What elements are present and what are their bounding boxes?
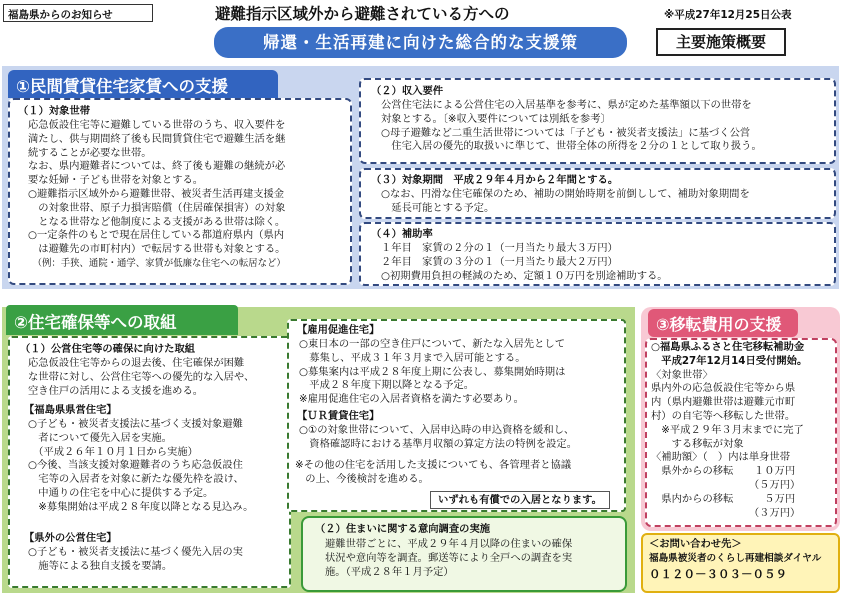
text-line: ○今後、当該支援対象避難者のうち応急仮設住	[28, 459, 243, 472]
text-line: 〈補助額〉（ ）内は単身世帯	[651, 451, 791, 464]
text-line: ※募集開始は平成２８年度以降となる見込み。	[28, 500, 254, 513]
text-line: する移転が対象	[651, 437, 744, 450]
text-line: 県内外の応急仮設住宅等から県	[651, 382, 796, 395]
income-requirement-box	[359, 78, 836, 164]
notice-label: 福島県からのお知らせ	[3, 4, 153, 22]
text-line: ○子ども・被災者支援法に基づく優先入居の実	[28, 546, 243, 558]
public-housing-title: （１）公営住宅等の確保に向けた取組	[20, 343, 196, 355]
other-housing-note	[295, 459, 571, 487]
text-line: ２年目 家賃の３分の１（一月当たり最大２万円）	[381, 255, 618, 268]
rental-housing-box	[287, 319, 626, 512]
text-line: 募集し、平成３１年３月まで入居可能とする。	[299, 351, 526, 364]
text-line: な世帯に対し、公営住宅等への優先的な入居や、	[28, 370, 255, 383]
ur-housing-title: 【ＵＲ賃貸住宅】	[297, 410, 380, 422]
text-line: 要な妊婦・子ども世帯を対象とする。	[28, 174, 204, 187]
subsidy-rate-text	[381, 242, 668, 283]
text-line: （平成２６年１０月１日から実施）	[28, 445, 198, 458]
contact-name: 福島県被災者のくらし再建相談ダイヤル	[649, 552, 822, 564]
text-line: ○避難指示区域外から避難世帯、被災者生活再建支援金	[28, 187, 285, 200]
text-line: ○福島県ふるさと住宅移転補助金	[651, 341, 805, 353]
publish-date: ※平成27年12月25日公表	[664, 9, 792, 21]
ur-housing-text	[299, 424, 577, 452]
text-line: の対象世帯、原子力損害賠償（住居確保損害）の対象	[28, 201, 286, 214]
text-line: （３万円）	[651, 506, 801, 519]
target-households-box	[8, 98, 352, 285]
text-line: 平成27年12月14日受付開始。	[651, 354, 808, 367]
target-period-title: （３）対象期間 平成２９年４月から２年間とする。	[371, 174, 619, 186]
text-line: ○母子避難など二重生活世帯については「子ども・被災者支援法」に基づく公営	[381, 126, 751, 139]
contact-phone[interactable]: ０１２０－３０３－０５９	[649, 566, 787, 581]
target-households-text	[28, 119, 286, 271]
target-households-title: （１）対象世帯	[18, 105, 91, 117]
text-line: １年目 家賃の２分の１（一月当たり最大３万円）	[381, 242, 618, 254]
employment-housing-text	[299, 338, 565, 407]
text-line: 平成２８年度下期以降となる予定。	[299, 379, 475, 392]
text-line: 施等による独自支援を要請。	[28, 559, 173, 572]
intention-survey-box	[301, 516, 627, 592]
text-line: 住宅入居の優先的取扱いに準じて、世帯全体の所得を２分の１として取り扱う。	[381, 140, 762, 153]
section-housing-heading: ②住宅確保等への取組	[6, 305, 238, 335]
text-line: ○①の対象世帯について、入居申込時の申込資格を緩和し、	[299, 424, 575, 436]
text-line: ※その他の住宅を活用した支援についても、各管理者と協議	[295, 459, 572, 471]
public-housing-intro	[28, 357, 254, 398]
text-line: は避難先の市町村内）で転居する世帯も対象とする。	[28, 243, 286, 256]
text-line: 避難世帯ごとに、平成２９年４月以降の住まいの確保	[325, 538, 573, 550]
text-line: ※雇用促進住宅の入居者資格を満たす必要あり。	[299, 393, 524, 406]
text-line: 施。（平成２８年１月予定）	[325, 565, 454, 578]
income-requirement-title: （２）収入要件	[371, 85, 444, 97]
text-line: 県内からの移転 ５万円	[651, 492, 796, 505]
text-line: 県外からの移転 １０万円	[651, 465, 796, 478]
outside-housing-title: 【県外の公営住宅】	[24, 532, 117, 544]
contact-heading: ＜お問い合わせ先＞	[649, 538, 742, 550]
text-line: 延長可能とする予定。	[381, 201, 495, 214]
text-line: 対象とする。〔※収入要件については別紙を参考〕	[381, 112, 611, 125]
text-line: 内（県内避難世帯は避難元市町	[651, 396, 796, 409]
text-line: の上、今後検討を進める。	[295, 472, 429, 485]
relocation-subsidy-box	[645, 338, 837, 527]
text-line: ○一定条件のもとで現在居住している都道府県内（県内	[28, 229, 285, 242]
prefectural-housing-text	[28, 418, 253, 515]
text-line: 村）の自宅等へ移転した世帯。	[651, 409, 796, 422]
income-requirement-text	[381, 99, 762, 154]
text-line: 続することが必要な世帯。	[28, 146, 152, 159]
outside-housing-text	[28, 546, 243, 574]
contact-text	[649, 538, 821, 582]
text-line: （例：手狭、通院・通学、家賃が低廉な住宅への転居など）	[28, 257, 286, 269]
text-line: 中通りの住宅を中心に提供する予定。	[28, 486, 214, 499]
text-line: 応急仮設住宅等からの退去後、住宅確保が困難	[28, 357, 245, 369]
public-housing-box	[8, 336, 291, 588]
text-line: （５万円）	[651, 478, 801, 491]
text-line: ○なお、円滑な住宅確保のため、補助の開始時期を前倒しして、補助対象期間を	[381, 188, 750, 200]
text-line: 応急仮設住宅等に避難している世帯のうち、収入要件を	[28, 119, 286, 131]
prefectural-housing-title: 【福島県県営住宅】	[24, 404, 117, 416]
section-relocation-heading: ③移転費用の支援	[648, 309, 798, 337]
relocation-subsidy-text	[651, 341, 807, 520]
text-line: ○東日本の一部の空き住戸について、新たな入居先として	[299, 338, 565, 350]
intention-survey-text	[325, 538, 572, 579]
text-line: 満たし、供与期間終了後も民間賃貸住宅で避難生活を継	[28, 132, 286, 145]
text-line: 〈対象世帯〉	[651, 368, 713, 381]
intention-survey-title: （２）住まいに関する意向調査の実施	[315, 523, 491, 535]
text-line: 者について優先入居を実施。	[28, 431, 172, 444]
target-period-text	[381, 188, 750, 216]
text-line: 公営住宅法による公営住宅の入居基準を参考に、県が定めた基準額以下の世帯を	[381, 99, 752, 111]
section-rent-support-heading: ①民間賃貸住宅家賃への支援	[8, 70, 278, 98]
target-period-box	[359, 168, 836, 219]
text-line: 空き住戸の活用による支援を進める。	[28, 384, 204, 397]
text-line: 宅等の入居者を対象に新たな優先枠を設け、	[28, 473, 244, 486]
summary-label: 主要施策概要	[656, 28, 786, 56]
text-line: となる世帯など他制度による支援がある世帯は除く。	[28, 215, 286, 228]
text-line: ○募集案内は平成２８年度上期に公表し、募集開始時期は	[299, 365, 566, 378]
text-line: ○子ども・被災者支援法に基づく支援対象避難	[28, 418, 243, 430]
page-title-line1: 避難指示区域外から避難されている方への	[215, 5, 510, 23]
text-line: ※平成２９年３月末までに完了	[651, 423, 804, 436]
page-title-line2: 帰還・生活再建に向けた総合的な支援策	[214, 27, 627, 58]
text-line: 状況や意向等を調査。郵送等により全戸への調査を実	[325, 551, 573, 564]
subsidy-rate-title: （４）補助率	[371, 228, 433, 240]
text-line: なお、県内避難者については、終了後も避難の継続が必	[28, 160, 286, 173]
employment-housing-title: 【雇用促進住宅】	[297, 324, 380, 336]
text-line: 資格確認時における基準月収額の算定方法の特例を設定。	[299, 437, 578, 450]
paid-residence-note: いずれも有償での入居となります。	[430, 491, 610, 509]
text-line: ○初期費用負担の軽減のため、定額１０万円を別途補助する。	[381, 269, 668, 282]
contact-box	[641, 533, 840, 593]
subsidy-rate-box	[359, 222, 836, 286]
